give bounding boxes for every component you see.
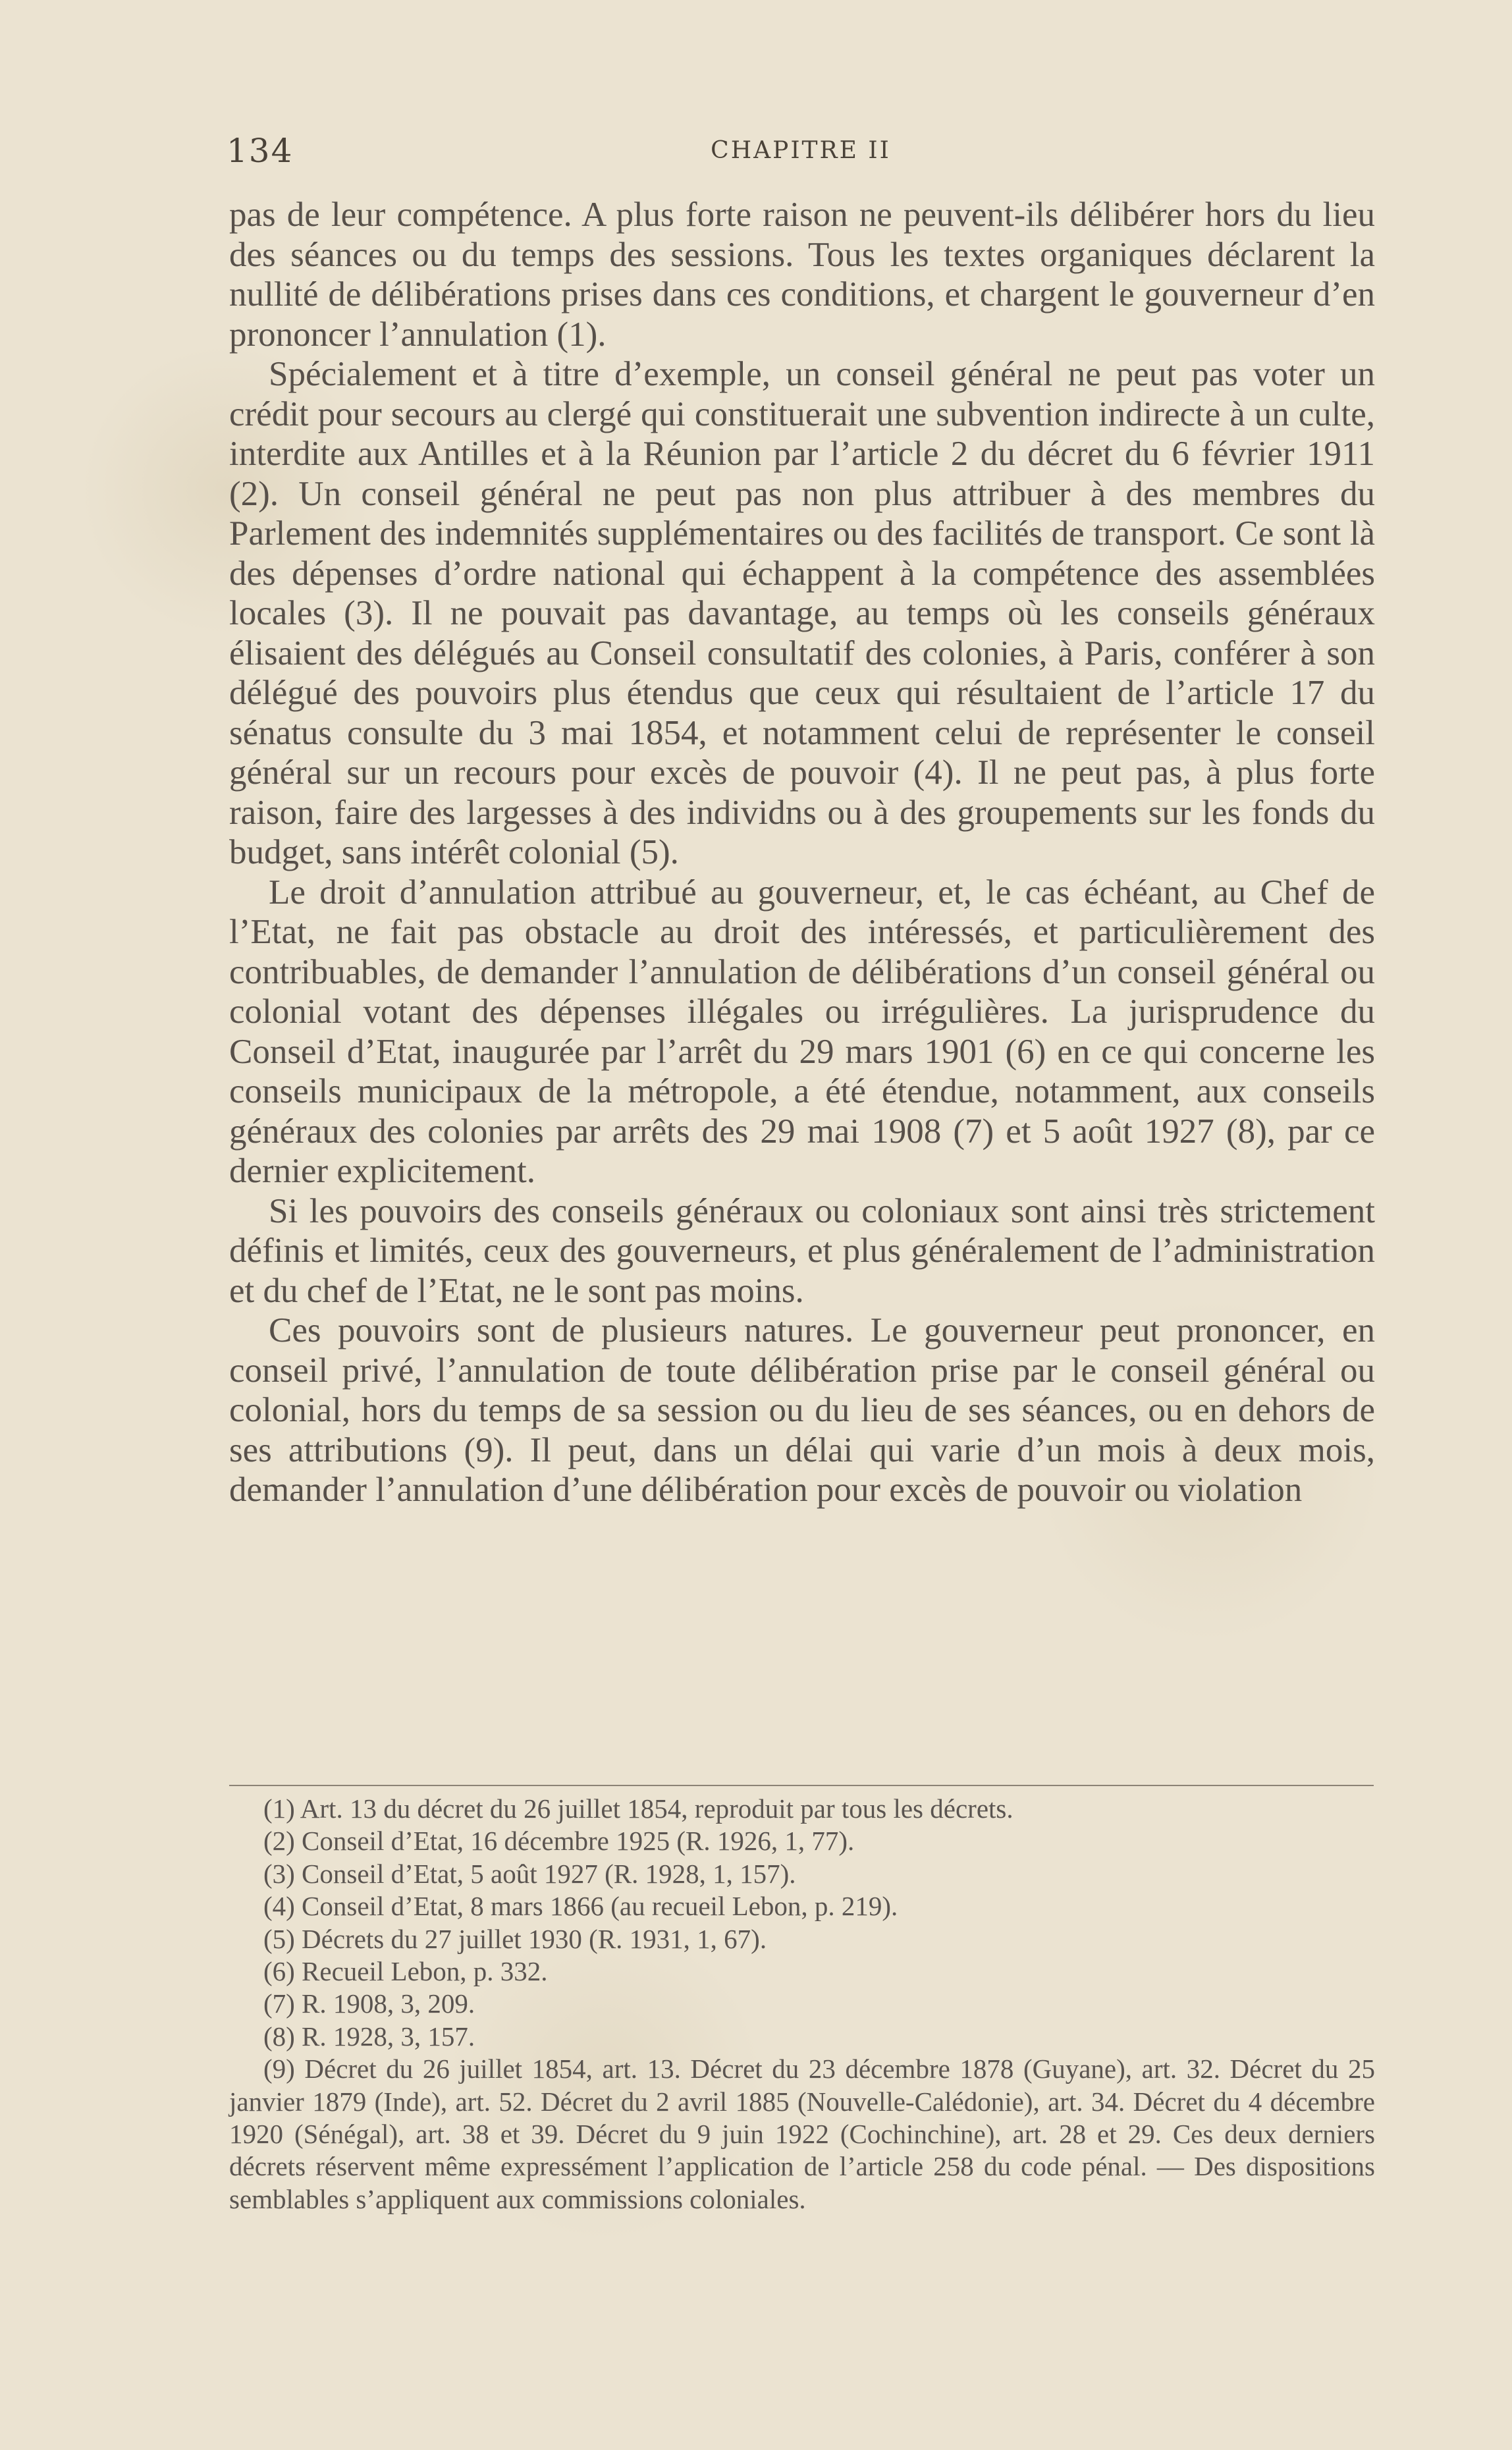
footnote: (6) Recueil Lebon, p. 332. — [263, 1956, 548, 1987]
paragraph: Le droit d’annulation attribué au gouverneur, et, le cas échéant, au Chef de l’Etat, ne fait pas obstacle au droit des intéressés, et particulièrement des contribuables, de demander l’annulation de délibérations d’un conseil général ou colonial votant des dépenses illégales ou irrégulières. La jurisprudence du Conseil d’Etat, inaugurée par l’arrêt du 29 mars 1901 (6) en ce qui concerne les conseils municipaux de la métropole, a été étendue, notamment, aux conseils généraux des colonies par arrêts des 29 mai 1908 (7) et 5 août 1927 (8), par ce dernier explicitement. — [229, 873, 1375, 1190]
page-number: 134 — [227, 132, 294, 170]
footnote: (4) Conseil d’Etat, 8 mars 1866 (au recueil Lebon, p. 219). — [263, 1891, 898, 1922]
paragraph: Si les pouvoirs des conseils généraux ou coloniaux sont ainsi très strictement définis et limités, ceux des gouverneurs, et plus généralement de l’administration et du chef de l’Etat, ne le sont pas moins. — [229, 1191, 1375, 1310]
footnotes — [229, 1793, 1375, 2216]
paragraph: Spécialement et à titre d’exemple, un conseil général ne peut pas voter un crédit pour secours au clergé qui constituerait une subvention indirecte à un culte, interdite aux Antilles et à la Réunion par l’article 2 du décret du 6 février 1911 (2). Un conseil général ne peut pas non plus attribuer à des membres du Parlement des indemnités supplémentaires ou des facilités de transport. Ce sont là des dépenses d’ordre national qui échappent à la compétence des assemblées locales (3). Il ne pouvait pas davantage, au temps où les conseils généraux élisaient des délégués au Conseil consultatif des colonies, à Paris, conférer à son délégué des pouvoirs plus étendus que ceux qui résultaient de l’article 17 du sénatus consulte du 3 mai 1854, et notamment celui de représenter le conseil général sur un recours pour excès de pouvoir (4). Il ne peut pas, à plus forte raison, faire des largesses à des individns ou à des groupements sur les fonds du budget, sans intérêt colonial (5). — [229, 355, 1375, 871]
footnote: (2) Conseil d’Etat, 16 décembre 1925 (R. 1926, 1, 77). — [263, 1826, 855, 1857]
footnote: (1) Art. 13 du décret du 26 juillet 1854, reproduit par tous les décrets. — [263, 1793, 1013, 1824]
footnote: (7) R. 1908, 3, 209. — [263, 1988, 475, 2019]
footnote: (8) R. 1928, 3, 157. — [263, 2021, 475, 2052]
footnote: (5) Décrets du 27 juillet 1930 (R. 1931, 1, 67). — [263, 1923, 767, 1954]
paragraph: Ces pouvoirs sont de plusieurs natures. Le gouverneur peut prononcer, en conseil privé, l’annulation de toute délibération prise par le conseil général ou colonial, hors du temps de sa session ou du lieu de ses séances, ou en dehors de ses attributions (9). Il peut, dans un délai qui varie d’un mois à deux mois, demander l’annulation d’une délibération pour excès de pouvoir ou violation — [229, 1311, 1375, 1509]
footnote: (9) Décret du 26 juillet 1854, art. 13. Décret du 23 décembre 1878 (Guyane), art. 32. Décret du 25 janvier 1879 (Inde), art. 52. Décret du 2 avril 1885 (Nouvelle-Calédonie), art. 34. Décret du 4 décembre 1920 (Sénégal), art. 38 et 39. Décret du 9 juin 1922 (Cochinchine), art. 28 et 29. Ces deux derniers décrets réservent même expressément l’application de l’article 258 du code pénal. — Des dispositions semblables s’appliquent aux commissions coloniales. — [229, 2054, 1375, 2214]
footnote-divider — [229, 1785, 1374, 1786]
page-header — [227, 132, 1375, 171]
main-text — [229, 195, 1375, 1510]
running-head: CHAPITRE II — [711, 137, 891, 164]
footnote: (3) Conseil d’Etat, 5 août 1927 (R. 1928, 1, 157). — [263, 1858, 796, 1889]
paragraph: pas de leur compétence. A plus forte raison ne peuvent-ils délibérer hors du lieu des séances ou du temps des sessions. Tous les textes organiques déclarent la nullité de délibérations prises dans ces conditions, et chargent le gouverneur d’en prononcer l’annulation (1). — [229, 196, 1375, 354]
